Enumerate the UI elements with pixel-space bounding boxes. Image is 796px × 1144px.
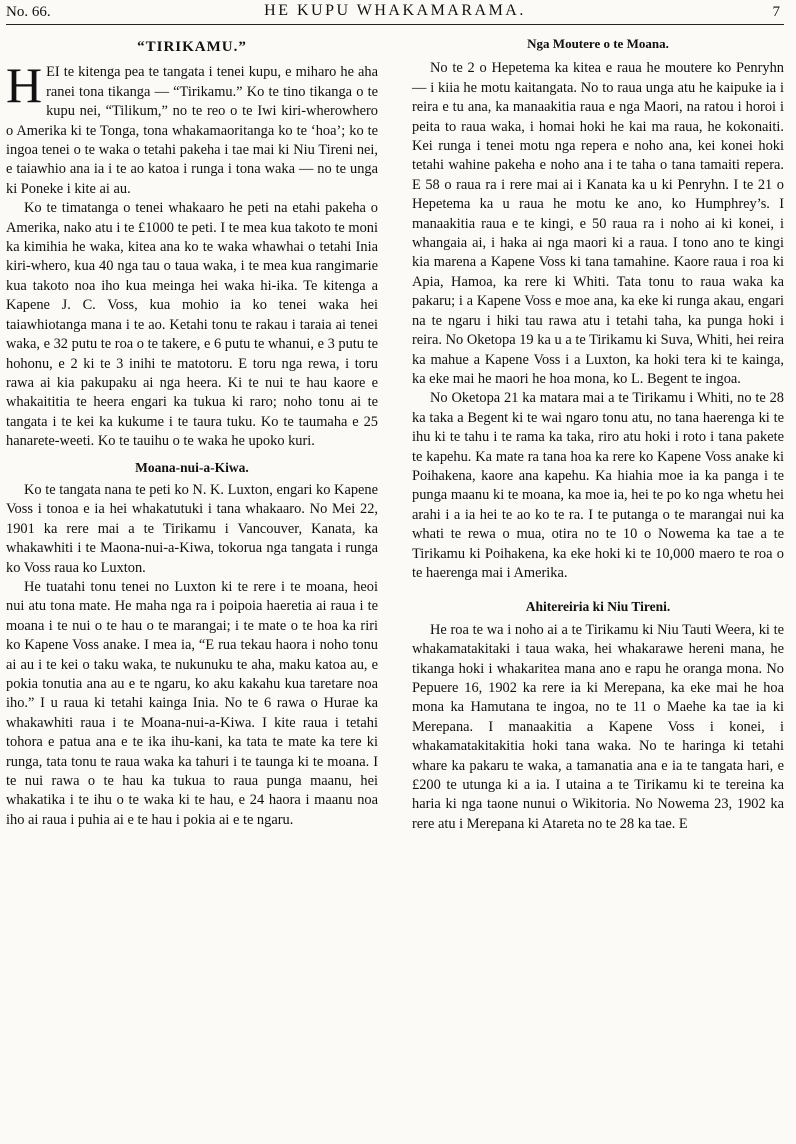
section-heading: Moana-nui-a-Kiwa. <box>135 459 249 475</box>
article-title: “TIRIKAMU.” <box>137 39 247 55</box>
paragraph: He roa te wa i noho ai a te Tirikamu ki Niu Tauti Weera, ki te whakamatakitaki i taua waka, hei whakarawe hereni mana, he tikanga hoki i whakaritea mana ano e rapu he oranga mona. No Pepuere 16, 1902 ka rere ia ki Merepana, ka eke mai he hoa mona ka Hamutana te ingoa, no te 11 o Maehe ka tae ia ki Merepana. I manaakitia a Kapene Voss i konei, i whakamatakitakitia hoki tana waka. No te haringa ki tetahi whare ka pakaru te waka, a tamanatia ana e ia te tangata hari, e £200 te utunga ki a ia. I utaina a te Tirikamu ki te tereina ka haria ki nga taone nunui o Wikitoria. No Nowema 23, 1902 ka rere atu i Merepana ki Atareta no te 28 ka tae. E <box>412 621 784 832</box>
left-column <box>6 34 378 830</box>
section-heading: Ahitereiria ki Niu Tireni. <box>525 599 671 615</box>
drop-cap: H <box>6 57 43 114</box>
paragraph: No Oketopa 21 ka matara mai a te Tirikamu i Whiti, no te 28 ka taka a Begent ki te wai ngaro tonu atu, no tana haerenga ki te ihu ki te tahu i te rama ka taka, riro atu hoki i roto i tana pakete te kapehu. Ka mate ra tana hoa ka rere ko Kapene Voss anake ki Poihakena, kaore ana kapehu. Ka hiahia moe ia ka panga i te punga maanu ki te moana, ka moe ia, hei te po ko nga whetu hei arahi i a ia hei te ao ko te ra. I te putanga o te marangai nui ka whati te rewa o mua, otira no te 10 o Nowema ka tae a te Tirikamu ki Poihakena, ka eke hoki ki te 10,000 maero te roa o te haerenga mai i Amerika. <box>412 390 784 581</box>
paragraph-text: EI te kitenga pea te tangata i tenei kupu, e miharo he aha ranei tona tikanga — “Tirikamu.” Ko te tino tikanga o te kupu nei, “Tilikum,” no te reo o te Iwi kiri-wherowhero o Amerika ki te Tonga, tona whakamaoritanga ko te ‘hoa’; ko te ingoa tenei o te waka o tetahi pakeha i tae mai ki Niu Tireni nei, e taiawhio ana ia i te ao katoa i runga i tona waka — no te unga ki Poneke i kite ai au. <box>6 64 378 197</box>
right-column <box>412 34 784 834</box>
paragraph: He tuatahi tonu tenei no Luxton ki te rere i te moana, heoi nui atu tona mate. He maha nga ra i poipoia haeretia ai raua i te moana i te nui o te hau o te marangai; i te mate o te hoa ka riri ko Kapene Voss anake. I mea ia, “E rua tekau haora i noho tonu ai au i te kei o taku waka, te nukunuku te aha, maku katoa au, e pokia tonutia ana au e te ngaru, ko aku kakahu kua taretare noa iho.” I u raua ki tetahi kainga Inia. No te 6 rawa o Hurae ka whakawhiti raua i te Moana-nui-a-Kiwa. I kite raua i tetahi tohora e patua ana e te ika ihu-kani, ka tata te mate ka tere ki runga, tata tonu te raua waka ka tahuri i te taunga ki te moana. I te nui rawa o te hau ka tukua to raua punga maanu, hei whakatika i te ihu o te waka ki te hau, e 24 haora i maanu noa iho ai raua i puhia ai e te hau i pokia ai e te ngaru. <box>6 578 378 828</box>
section-heading: Nga Moutere o te Moana. <box>527 36 669 51</box>
page-number: 7 <box>772 4 780 20</box>
masthead <box>6 2 784 25</box>
paragraph: Ko te timatanga o tenei whakaaro he peti na etahi pakeha o Amerika, nako atu i te £1000 te peti. I te mea kua takoto te moni ka kimihia he waka, kitea ana ko te waka whawhai o tetahi Inia kiri-whero, kua 40 nga tau o taua waka, i te mea kua rangimarie kua takoto noa iho kua meinga hei waka hi-ika. Te kitenga a Kapene J. C. Voss, kua mohio ia ko tenei waka hei taiawhiotanga mana i te ao. Ketahi tonu te rakau i taraia ai tenei waka, e 32 putu te roa o te takere, e 6 putu te whanui, e 3 putu te hohonu, e 2 ki te 3 inihi te matotoru. E toru nga rewa, i toru rawa ai kia pakupaku ai nga heera. Ki te nui te hau kaore e whakaititia te heera engari ka tukua ki raro; noho tonu ai te tangata i te kei ka kukume i te taura tuku. Ko te taumaha e 25 hanarete-weeti. Ko te tauihu o te waka he upoko kuri. <box>6 200 378 450</box>
newspaper-title: HE KUPU WHAKAMARAMA. <box>264 2 526 19</box>
issue-number: No. 66. <box>6 4 51 20</box>
paragraph: No te 2 o Hepetema ka kitea e raua he moutere ko Penryhn — i kiia he motu kaitangata. No to raua unga atu he kaipuke ia i reira e tu ana, ka manaakitia raua e nga Maori, na ratou i horoi i peita to raua waka, i homai hoki he kai ma raua, he kokonaiti. Kei runga i tenei motu nga repera e noho ana, kei konei hoki tetahi wahine pakeha e noho ana i te taha o tana tamaiti repera. E 58 o raua ra i rere mai ai i Kanata ka u ki Penryhn. I te 21 o Hepetema ka u raua he motu ke ano, ko Humphrey’s. I manaakitia raua e te kingi, e 50 raua ra i noho ai ki konei, i whangaia ai, i haka ai nga maori ki a raua. I tono ano te kingi kia marena a Kapene Voss ki tana tamahine. Kaore raua i roa ki Apia, Hamoa, ka rere ki Whiti. Tata tonu to raua waka ka pakaru; i a Kapene Voss e moe ana, ka eke ki runga akau, engari na te ngaru i hiki tau rawa atu i tetahi taha, ka punga hoki i reira. No Oketopa 19 ka u a te Tirikamu ki Suva, Whiti, hei reira ka mahue a Kapene Voss i a Luxton, ka hoki tera ki te kainga, ka eke mai he maori he hoa mona, ko L. Begent te ingoa. <box>412 60 784 387</box>
paragraph <box>6 57 378 199</box>
paragraph: Ko te tangata nana te peti ko N. K. Luxton, engari ko Kapene Voss i tonoa e ia hei whakatutuki i tana whakaaro. No Mei 22, 1901 ka rere mai a te Tirikamu i Vancouver, Kanata, ka whakawhiti i te Maona-nui-a-Kiwa, tokorua nga tangata i runga ko Voss raua ko Luxton. <box>6 481 378 576</box>
